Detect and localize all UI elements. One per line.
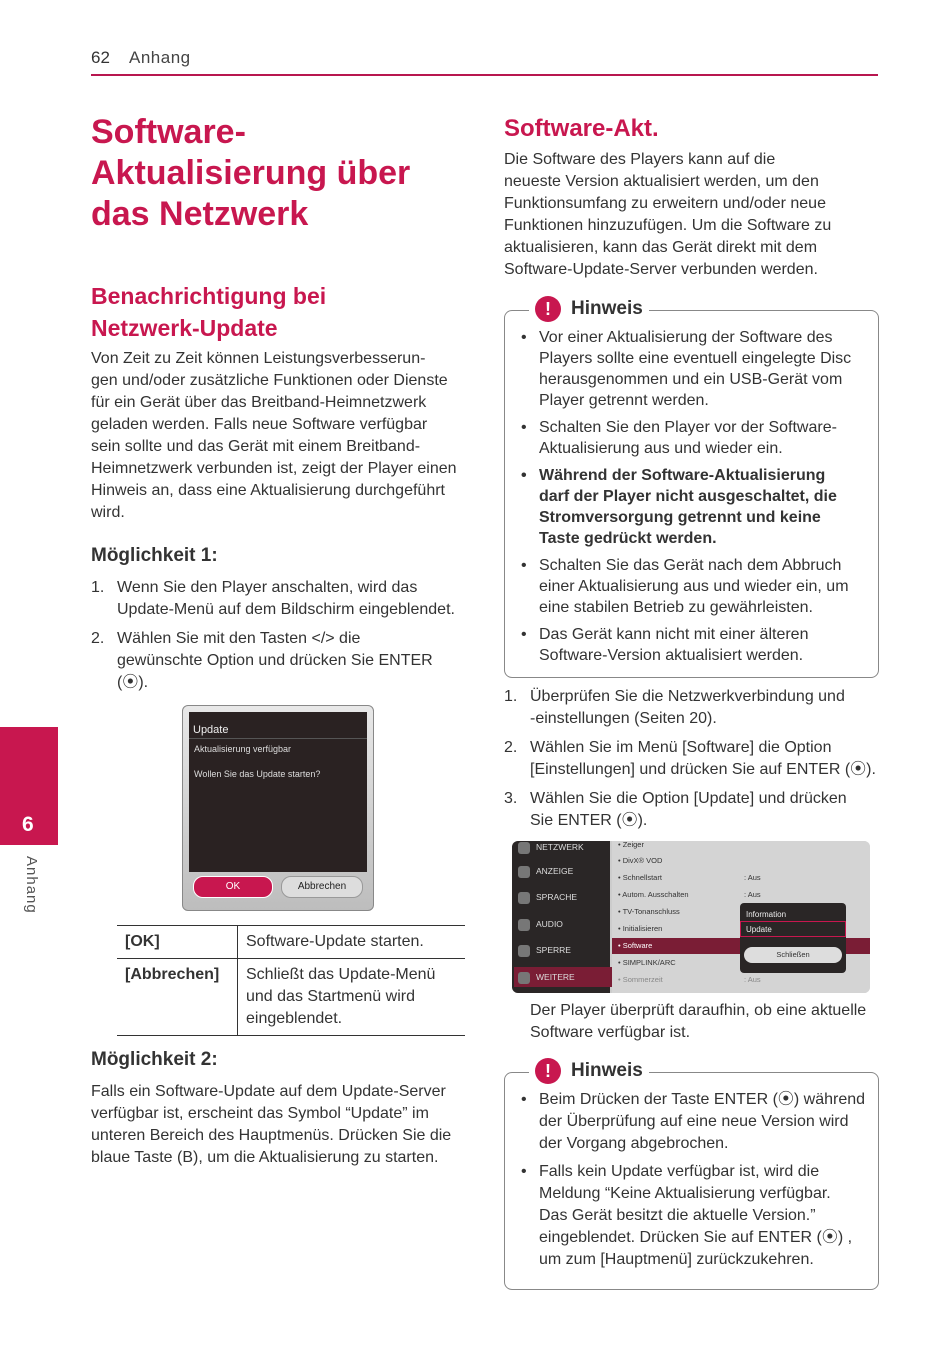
title-line: Software-: [91, 113, 246, 151]
settings-item[interactable]: • Sommerzeit : Aus: [618, 972, 864, 988]
text-line: gen und/oder zusätzliche Funktionen oder Dienste: [91, 372, 448, 389]
item-label: Software: [622, 941, 653, 950]
cancel-button[interactable]: Abbrechen: [281, 876, 363, 898]
dialog-title: Update: [193, 724, 229, 736]
text-line: verfügbar ist, erscheint das Symbol “Update” im: [91, 1105, 429, 1122]
text-line: [Einstellungen] und drücken Sie auf ENTER (⦿).: [530, 761, 876, 778]
language-icon: [518, 892, 530, 904]
text-line: Die Software des Players kann auf die: [504, 151, 776, 168]
text-line: gewünschte Option und drücken Sie ENTER: [117, 652, 433, 669]
subtitle-line: Benachrichtigung bei: [91, 283, 327, 309]
settings-item[interactable]: • Initialisieren: [618, 924, 663, 933]
update-dialog-screenshot: [182, 705, 374, 911]
item-label: Sommerzeit: [622, 975, 663, 984]
text-line: Heimnetzwerk verbunden ist, zeigt der Player einen: [91, 460, 457, 477]
sidebar-item-label: WEITERE: [536, 972, 575, 982]
sidebar-item-sprache[interactable]: [518, 887, 606, 907]
text-line: sein sollte und das Gerät mit einem Breitband-: [91, 438, 421, 455]
table-row: [117, 959, 465, 1036]
option-key: [Abbrechen]: [117, 959, 238, 1036]
text-line: Player getrennt werden.: [539, 392, 709, 409]
dialog-body: [189, 712, 367, 872]
text-line: Update-Menü auf dem Bildschirm eingeblendet.: [117, 601, 455, 618]
list-item: [519, 624, 869, 666]
close-button[interactable]: Schließen: [744, 947, 842, 963]
note-list: [519, 327, 869, 672]
option1-heading: Möglichkeit 1:: [91, 545, 218, 566]
list-item: [504, 686, 878, 730]
dialog-question: Wollen Sie das Update starten?: [194, 769, 321, 779]
settings-item[interactable]: • Zeiger: [618, 841, 644, 849]
text-line: aktualisieren, kann das Gerät direkt mit dem: [504, 239, 818, 256]
title-line: das Netzwerk: [91, 195, 309, 233]
option-desc: [238, 959, 466, 1036]
text-line: Falls ein Software-Update auf dem Update-Server: [91, 1083, 446, 1100]
sidebar-item-label: SPERRE: [536, 945, 571, 955]
sidebar-item-anzeige[interactable]: [518, 861, 606, 881]
option2-section: [91, 1048, 471, 1169]
text-line: Wählen Sie die Option [Update] und drücken: [530, 790, 847, 807]
exclamation-icon: !: [535, 296, 561, 322]
display-icon: [518, 866, 530, 878]
settings-item[interactable]: • Autom. Ausschalten : Aus: [618, 887, 864, 903]
update-steps: [504, 686, 878, 839]
note-title: Hinweis: [571, 298, 643, 319]
item-label: TV-Tonanschluss: [622, 907, 680, 916]
table-row: [117, 926, 465, 959]
sidebar-item-sperre[interactable]: [518, 940, 606, 960]
subtitle-block: [91, 280, 469, 344]
step-number: 2.: [504, 739, 518, 756]
divider: [189, 738, 367, 739]
step-number: 2.: [91, 630, 105, 647]
sidebar-item-label: ANZEIGE: [536, 866, 574, 876]
text-line: Stromversorgung getrennt und keine: [539, 509, 821, 526]
item-label: Initialisieren: [622, 924, 663, 933]
sidebar-item-netzwerk[interactable]: [518, 841, 606, 857]
popup-item-update[interactable]: Update: [746, 925, 772, 934]
item-value: : Aus: [744, 975, 761, 984]
text-line: Meldung “Keine Aktualisierung verfügbar.: [539, 1185, 831, 1202]
text-line: Players sollte eine eventuell eingelegte Disc: [539, 350, 852, 367]
text-line: wird.: [91, 504, 125, 521]
popup-item-information[interactable]: Information: [746, 910, 787, 919]
item-value: : Aus: [744, 873, 761, 882]
item-label: Autom. Ausschalten: [622, 890, 689, 899]
list-item: [504, 737, 878, 781]
note-list: [519, 1089, 869, 1277]
right-heading-block: [504, 113, 878, 281]
text-line: darf der Player nicht ausgeschaltet, die: [539, 488, 837, 505]
text-line: Wählen Sie mit den Tasten </> die: [117, 630, 361, 647]
text-line: Aktualisierung aus und wieder ein.: [539, 440, 783, 457]
item-label: SIMPLINK/ARC: [622, 958, 676, 967]
page-number: 62: [91, 48, 110, 67]
settings-item[interactable]: • Schnellstart : Aus: [618, 870, 864, 886]
text-line: • Schalten Sie das Gerät nach dem Abbruch: [539, 557, 842, 574]
list-item: [504, 788, 878, 832]
ok-button[interactable]: OK: [193, 876, 273, 898]
sidebar-item-weitere[interactable]: [514, 967, 612, 987]
settings-menu-screenshot: [512, 841, 870, 993]
settings-item[interactable]: • DivX® VOD: [618, 856, 663, 865]
note-box: [504, 298, 879, 678]
list-item: [519, 555, 869, 618]
software-popup: [740, 903, 846, 973]
item-value: : Aus: [744, 890, 761, 899]
note-box: [504, 1060, 879, 1290]
settings-sidebar: [512, 841, 610, 993]
sidebar-item-label: SPRACHE: [536, 892, 578, 902]
text-line: Wenn Sie den Player anschalten, wird das: [117, 579, 418, 596]
text-line: Software-Version aktualisiert werden.: [539, 647, 804, 664]
list-item: [519, 1161, 869, 1271]
list-item: [519, 1089, 869, 1155]
option-desc: [238, 926, 466, 959]
subtitle-line: Netzwerk-Update: [91, 315, 278, 341]
text-line: Taste gedrückt werden.: [539, 530, 717, 547]
list-item: [519, 417, 869, 459]
step-number: 3.: [504, 790, 518, 807]
audio-icon: [518, 919, 530, 931]
text-line: herausgenommen und ein USB-Gerät vom: [539, 371, 843, 388]
other-icon: [518, 972, 530, 984]
text-line: • Falls kein Update verfügbar ist, wird die: [539, 1163, 820, 1180]
text-line: Der Player überprüft daraufhin, ob eine aktuelle: [530, 1002, 867, 1019]
option-key: [OK]: [117, 926, 238, 959]
settings-item[interactable]: • SIMPLINK/ARC: [618, 958, 676, 967]
text-line: der Vorgang abgebrochen.: [539, 1135, 729, 1152]
sidebar-item-label: AUDIO: [536, 919, 563, 929]
text-line: Software verfügbar ist.: [530, 1024, 691, 1041]
software-heading: Software-Akt.: [504, 115, 659, 142]
text-line: Hinweis an, dass eine Aktualisierung durchgeführt: [91, 482, 445, 499]
text-line: Wählen Sie im Menü [Software] die Option: [530, 739, 832, 756]
text-line: Software-Update starten.: [246, 933, 424, 950]
sidebar-item-label: NETZWERK: [536, 842, 584, 852]
item-label: DivX® VOD: [622, 856, 663, 865]
exclamation-icon: !: [535, 1058, 561, 1084]
option2-heading: Möglichkeit 2:: [91, 1049, 218, 1070]
text-line: neueste Version aktualisiert werden, um den: [504, 173, 819, 190]
text-line: eingeblendet. Drücken Sie auf ENTER (⦿) ,: [539, 1229, 853, 1246]
page-title: [91, 112, 469, 235]
option1-section: [91, 544, 471, 701]
text-line: Von Zeit zu Zeit können Leistungsverbesserun-: [91, 350, 426, 367]
list-item: [519, 465, 869, 549]
text-line: geladen werden. Falls neue Software verfügbar: [91, 416, 428, 433]
chapter-label-text: Anhang: [23, 856, 40, 914]
text-line: Funktionsumfang zu erweitern und/oder neue: [504, 195, 826, 212]
item-label: Zeiger: [622, 841, 644, 849]
chapter-tab: [0, 727, 58, 845]
intro-paragraph: [91, 348, 471, 524]
item-label: Schnellstart: [622, 873, 662, 882]
text-line: blaue Taste (B), um die Aktualisierung zu starten.: [91, 1149, 439, 1166]
text-line: Sie ENTER (⦿).: [530, 812, 648, 829]
text-line: und das Startmenü wird: [246, 988, 415, 1005]
text-line: Überprüfen Sie die Netzwerkverbindung und: [530, 688, 845, 705]
left-column: [91, 112, 469, 235]
step-number: 1.: [504, 688, 518, 705]
option1-steps: [91, 577, 471, 694]
note-title: Hinweis: [571, 1060, 643, 1081]
text-line: eine stabilen Betrieb zu gewährleisten.: [539, 599, 813, 616]
text-line: Das Gerät besitzt die aktuelle Version.”: [539, 1207, 816, 1224]
text-line: • Während der Software-Aktualisierung: [539, 467, 826, 484]
options-table: [117, 925, 465, 1036]
text-line: unteren Bereich des Hauptmenüs. Drücken Sie die: [91, 1127, 452, 1144]
after-text: [530, 1000, 880, 1044]
text-line: eingeblendet.: [246, 1010, 343, 1027]
chapter-number: 6: [22, 813, 34, 836]
text-line: • Schalten Sie den Player vor der Software-: [539, 419, 837, 436]
title-line: Aktualisierung über: [91, 154, 411, 192]
note-header: [529, 294, 649, 324]
settings-item[interactable]: • TV-Tonanschluss: [618, 907, 680, 916]
text-line: einer Aktualisierung aus und wieder ein, um: [539, 578, 849, 595]
text-line: • Beim Drücken der Taste ENTER (⦿) während: [539, 1091, 866, 1108]
list-item: [519, 327, 869, 411]
list-item: [91, 577, 471, 621]
text-line: Schließt das Update-Menü: [246, 966, 436, 983]
settings-item-selected[interactable]: • Software: [612, 938, 870, 954]
page-header: [91, 48, 878, 76]
list-item: [91, 628, 471, 694]
chapter-label: [14, 856, 54, 926]
step-number: 1.: [91, 579, 105, 596]
text-line: -einstellungen (Seiten 20).: [530, 710, 717, 727]
lock-icon: [518, 945, 530, 957]
text-line: • Vor einer Aktualisierung der Software des: [539, 329, 833, 346]
text-line: um zum [Hauptmenü] zurückzukehren.: [539, 1251, 814, 1268]
section-title: Anhang: [129, 48, 191, 67]
text-line: für ein Gerät über das Breitband-Heimnetzwerk: [91, 394, 427, 411]
text-line: (⦿).: [117, 674, 149, 691]
text-line: Funktionen hinzuzufügen. Um die Software zu: [504, 217, 832, 234]
text-line: der Überprüfung auf eine neue Version wird: [539, 1113, 849, 1130]
sidebar-item-audio[interactable]: [518, 914, 606, 934]
section-subtitle: [91, 280, 469, 344]
text-line: • Das Gerät kann nicht mit einer älteren: [539, 626, 809, 643]
dialog-message: Aktualisierung verfügbar: [194, 744, 292, 754]
network-icon: [518, 842, 530, 854]
note-header: [529, 1056, 649, 1086]
text-line: Software-Update-Server verbunden werden.: [504, 261, 818, 278]
